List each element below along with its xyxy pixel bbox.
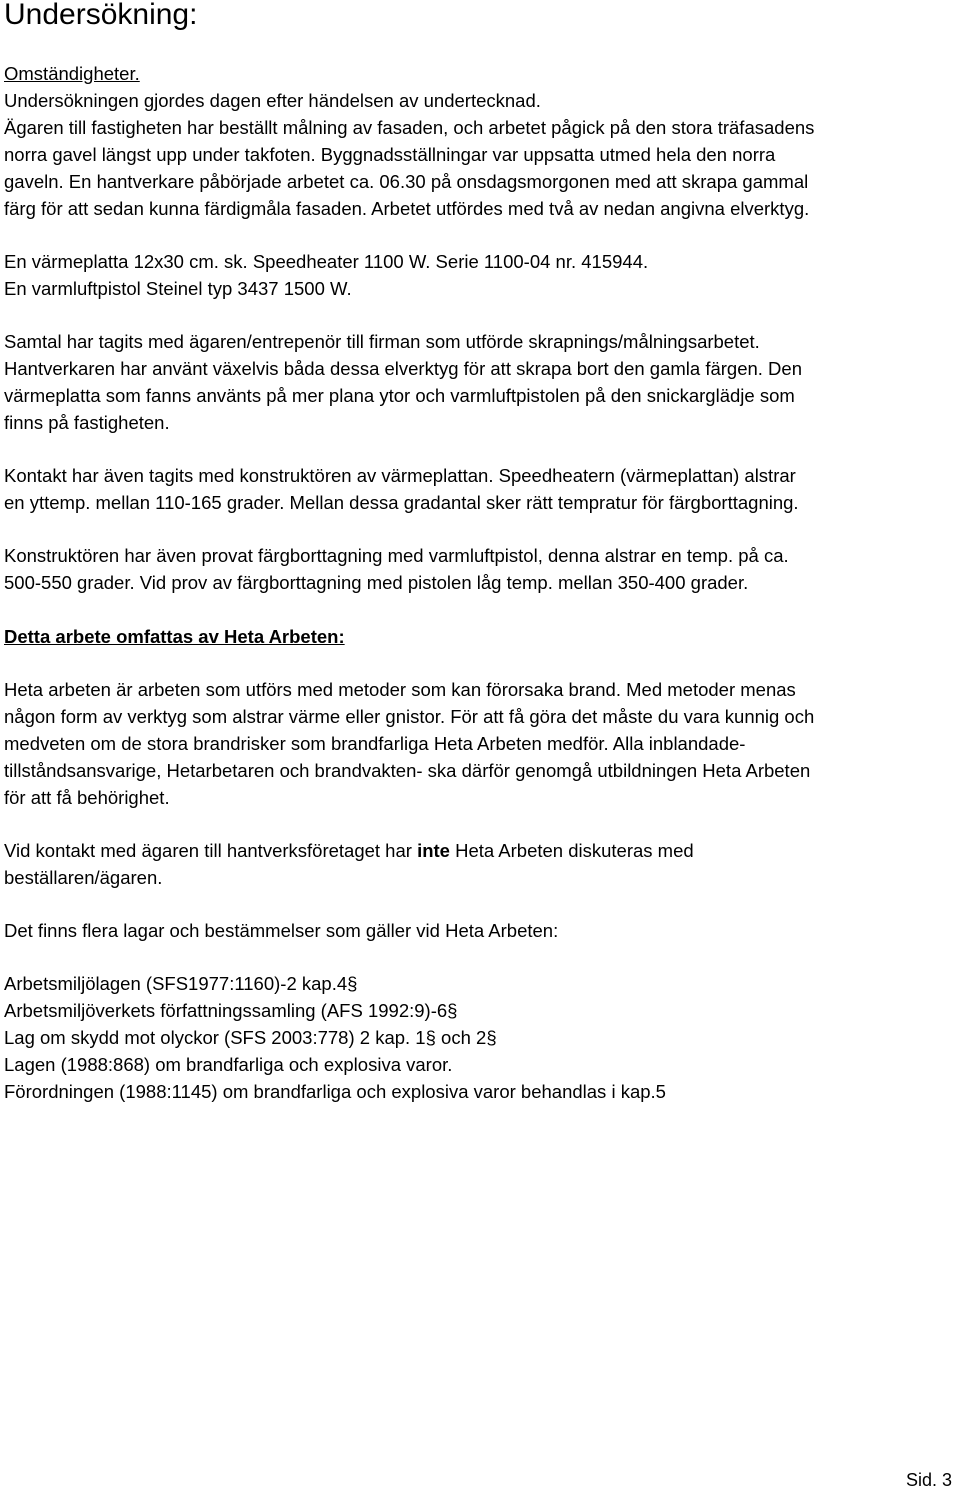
text-line: Kontakt har även tagits med konstruktören av värmeplattan. Speedheatern (värmeplattan) alstrar — [4, 465, 796, 486]
paragraph-sign-icon: § — [347, 973, 358, 994]
text-line: Hantverkaren har använt växelvis båda dessa elverktyg för att skrapa bort den gamla färgen. Den — [4, 358, 802, 379]
law-text: Arbetsmiljölagen (SFS1977:1160)-2 kap.4 — [4, 973, 348, 994]
text-line: färg för att sedan kunna färdigmåla fasaden. Arbetet utfördes med två av nedan angivna elverktyg. — [4, 198, 810, 219]
law-text-cont: och 2 — [435, 1027, 487, 1048]
text-line: värmeplatta som fanns använts på mer plana ytor och varmluftpistolen på den snickarglädje som — [4, 385, 795, 406]
text-line: medveten om de stora brandrisker som brandfarliga Heta Arbeten medför. Alla inblandade- — [4, 733, 746, 754]
text-line: någon form av verktyg som alstrar värme eller gnistor. För att få göra det måste du vara kunnig och — [4, 706, 815, 727]
section-heading-circumstances: Omständigheter. — [4, 63, 140, 84]
tool-line: En varmluftpistol Steinel typ 3437 1500 W. — [4, 278, 352, 299]
section-heading-hot-work: Detta arbete omfattas av Heta Arbeten: — [4, 626, 345, 647]
law-text: Förordningen (1988:1145) om brandfarliga och explosiva varor behandlas i kap.5 — [4, 1081, 666, 1102]
contact-line — [4, 837, 960, 864]
text-line: beställaren/ägaren. — [4, 867, 163, 888]
text-line: Heta arbeten är arbeten som utförs med metoder som kan förorsaka brand. Med metoder menas — [4, 679, 796, 700]
contact-text-pre: Vid kontakt med ägaren till hantverksföretaget har — [4, 840, 418, 861]
text-line: en yttemp. mellan 110-165 grader. Mellan dessa gradantal sker rätt tempratur för färgborttagning. — [4, 492, 799, 513]
paragraph-sign-icon: § — [486, 1027, 497, 1048]
text-line: Samtal har tagits med ägaren/entrepenör till firman som utförde skrapnings/målningsarbetet. — [4, 331, 760, 352]
contact-text-post: Heta Arbeten diskuteras med — [449, 840, 694, 861]
document-body — [4, 60, 960, 1105]
tool-line: En värmeplatta 12x30 cm. sk. Speedheater 1100 W. Serie 1100-04 nr. 415944. — [4, 251, 649, 272]
paragraph-sign-icon: § — [425, 1027, 436, 1048]
law-item — [4, 1078, 960, 1105]
text-line: norra gavel längst upp under takfoten. Byggnadsställningar var uppsatta utmed hela den norra — [4, 144, 776, 165]
text-line: tillståndsansvarige, Hetarbetaren och brandvakten- ska därför genomgå utbildningen Heta Arbeten — [4, 760, 811, 781]
text-line: Undersökningen gjordes dagen efter händelsen av undertecknad. — [4, 90, 541, 111]
paragraph-sign-icon: § — [447, 1000, 458, 1021]
law-item — [4, 1024, 960, 1051]
text-line: gaveln. En hantverkare påbörjade arbetet ca. 06.30 på onsdagsmorgonen med att skrapa gammal — [4, 171, 809, 192]
law-item — [4, 1051, 960, 1078]
contact-text-emphasis: inte — [417, 840, 450, 861]
law-text: Arbetsmiljöverkets författningssamling (AFS 1992:9)-6 — [4, 1000, 448, 1021]
law-item — [4, 970, 960, 997]
page-title: Undersökning: — [4, 0, 198, 31]
text-line: 500-550 grader. Vid prov av färgborttagning med pistolen låg temp. mellan 350-400 grader. — [4, 572, 749, 593]
page-number: Sid. 3 — [905, 1470, 952, 1490]
text-line: för att få behörighet. — [4, 787, 170, 808]
text-line: Konstruktören har även provat färgborttagning med varmluftpistol, denna alstrar en temp. på ca. — [4, 545, 789, 566]
law-text: Lag om skydd mot olyckor (SFS 2003:778) 2 kap. 1 — [4, 1027, 426, 1048]
law-item — [4, 997, 960, 1024]
text-line: finns på fastigheten. — [4, 412, 170, 433]
laws-intro: Det finns flera lagar och bestämmelser som gäller vid Heta Arbeten: — [4, 920, 559, 941]
law-text: Lagen (1988:868) om brandfarliga och explosiva varor. — [4, 1054, 453, 1075]
text-line: Ägaren till fastigheten har beställt målning av fasaden, och arbetet pågick på den stora träfasadens — [4, 117, 815, 138]
